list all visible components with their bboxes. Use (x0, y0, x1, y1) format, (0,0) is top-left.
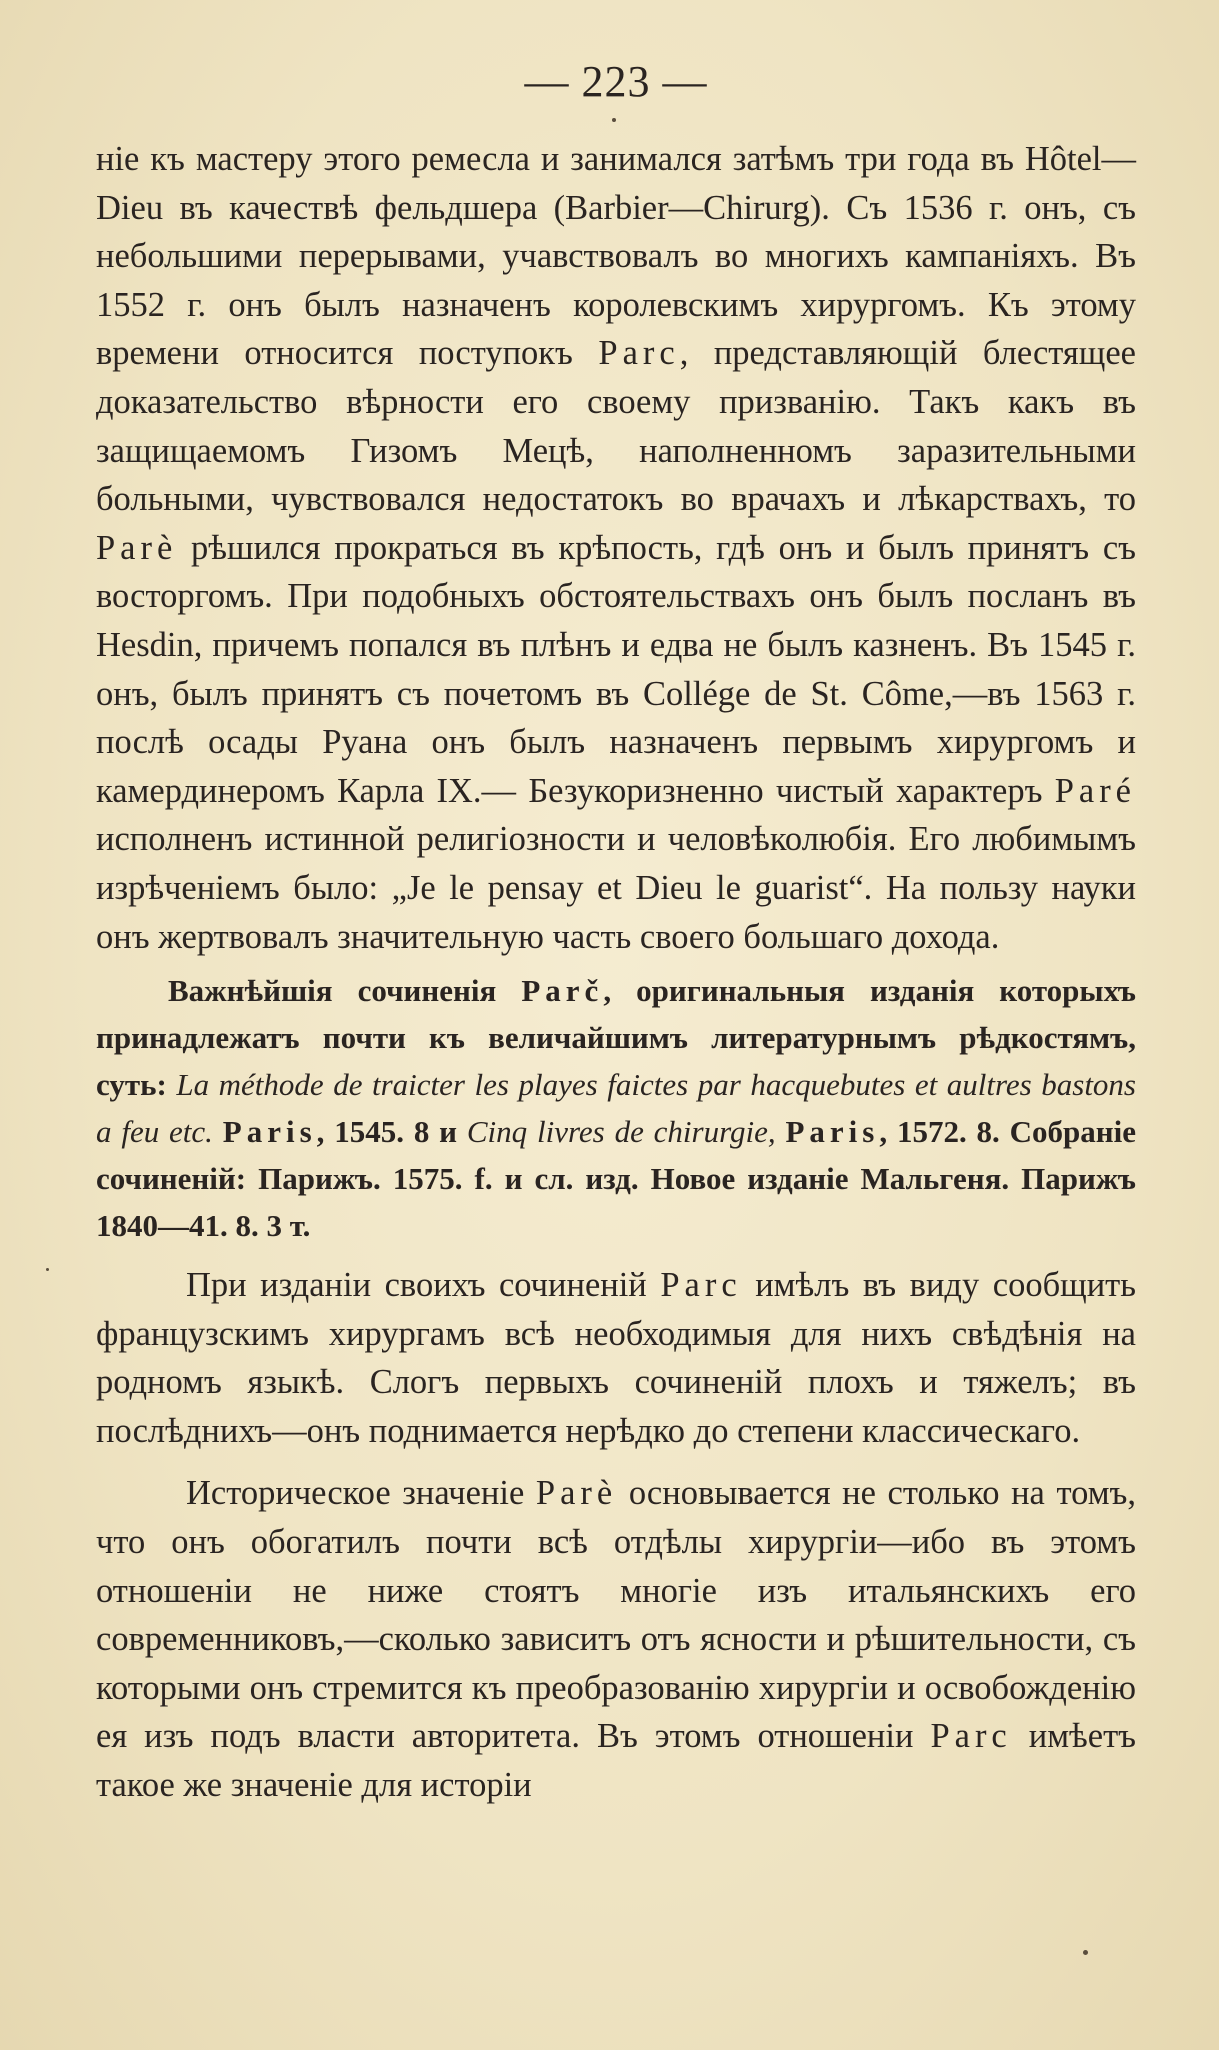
text-run: исполненъ истинной религіозности и человѣколюбія. Его любимымъ изрѣченіемъ было: „Je le pensay et Dieu le guarist“. На пользу науки онъ жертвовалъ значительную часть своего большаго дохода. (96, 820, 1136, 956)
text-run: , 1545. 8 и (316, 1114, 467, 1150)
text-run: При изданіи своихъ сочиненій (186, 1266, 661, 1305)
text-run: ніе къ мастеру этого ремесла и занимался затѣмъ три года въ Hôtel—Dieu въ качествѣ фельдшера (Barbier—Chirurg). Съ 1536 г. онъ, съ небольшими перерывами, учавствовалъ во многихъ кампаніяхъ. Въ 1552 г. онъ былъ назначенъ королевскимъ хирургомъ. Къ этому времени относится поступокъ (96, 140, 1136, 373)
city-name: Paris (785, 1114, 880, 1150)
text-run: основывается не столько на томъ, что онъ обогатилъ почти всѣ отдѣлы хирургіи—ибо въ этомъ отношеніи не ниже стоятъ многіе изъ итальянскихъ его современниковъ,—сколько зависитъ отъ ясности и рѣшительности, съ которыми онъ стремится къ преобразованію хирургіи и освобожденію ея изъ подъ власти авторитета. Въ этомъ отношеніи (96, 1474, 1136, 1756)
paragraph-works (96, 967, 1136, 1249)
page-number: — 223 — (524, 57, 708, 106)
author-name: Parc (598, 334, 680, 373)
work-title: La méthode de traicter les playes faictes par hacquebutes et aultres bastons a feu etc. (96, 1067, 1136, 1150)
text-run: , оригинальныя изданія которыхъ принадлежатъ почти къ величайшимъ литературнымъ рѣдкостямъ, суть: (96, 973, 1136, 1103)
city-name: Paris (222, 1114, 317, 1150)
paragraph-publication (96, 1261, 1136, 1455)
text-run: Важнѣйшія сочиненія (168, 973, 522, 1009)
paper-speck (1083, 1950, 1088, 1955)
paragraph-biography (96, 135, 1136, 961)
text-run: имѣетъ такое же значеніе для исторіи (96, 1717, 1136, 1805)
book-page (96, 56, 1136, 1810)
author-name: Parè (535, 1474, 618, 1513)
text-run: имѣлъ въ виду сообщить французскимъ хирургамъ всѣ необходимыя для нихъ свѣдѣнія на родномъ языкѣ. Слогъ первыхъ сочиненій плохъ и тяжелъ; въ послѣднихъ—онъ поднимается нерѣдко до степени классическаго. (96, 1266, 1136, 1450)
text-run: рѣшился прократься въ крѣпость, гдѣ онъ и былъ принятъ съ восторгомъ. При подобныхъ обстоятельствахъ онъ былъ посланъ въ Hesdin, причемъ попался въ плѣнъ и едва не былъ казненъ. Въ 1545 г. онъ, былъ принятъ съ почетомъ въ Collége de St. Côme,—въ 1563 г. послѣ осады Руана онъ былъ назначенъ первымъ хирургомъ и камердинеромъ Карла IX.— Безукоризненно чистый характеръ (96, 528, 1136, 810)
author-name: Parc (930, 1717, 1012, 1756)
text-run: , представляющій блестящее доказательство вѣрности его своему призванію. Такъ какъ въ защищаемомъ Гизомъ Мецѣ, наполненномъ заразительными больными, чувствовался недостатокъ во врачахъ и лѣкарствахъ, то (96, 334, 1136, 519)
author-name: Parè (96, 528, 178, 567)
text-run: Историческое значеніе (186, 1474, 536, 1513)
author-name: Parc (660, 1266, 742, 1305)
text-run: , 1572. 8. Собраніе сочиненій: Парижъ. 1575. f. и сл. изд. Новое изданіе Мальгеня. Парижъ 1840—41. 8. 3 т. (96, 1114, 1136, 1244)
work-title: Cinq livres de chirurgie, (466, 1114, 776, 1150)
paper-speck (46, 1268, 49, 1271)
paragraph-significance (96, 1469, 1136, 1809)
paper-speck (612, 118, 616, 122)
author-name: Parč (521, 973, 604, 1009)
author-name: Paré (1054, 771, 1136, 810)
